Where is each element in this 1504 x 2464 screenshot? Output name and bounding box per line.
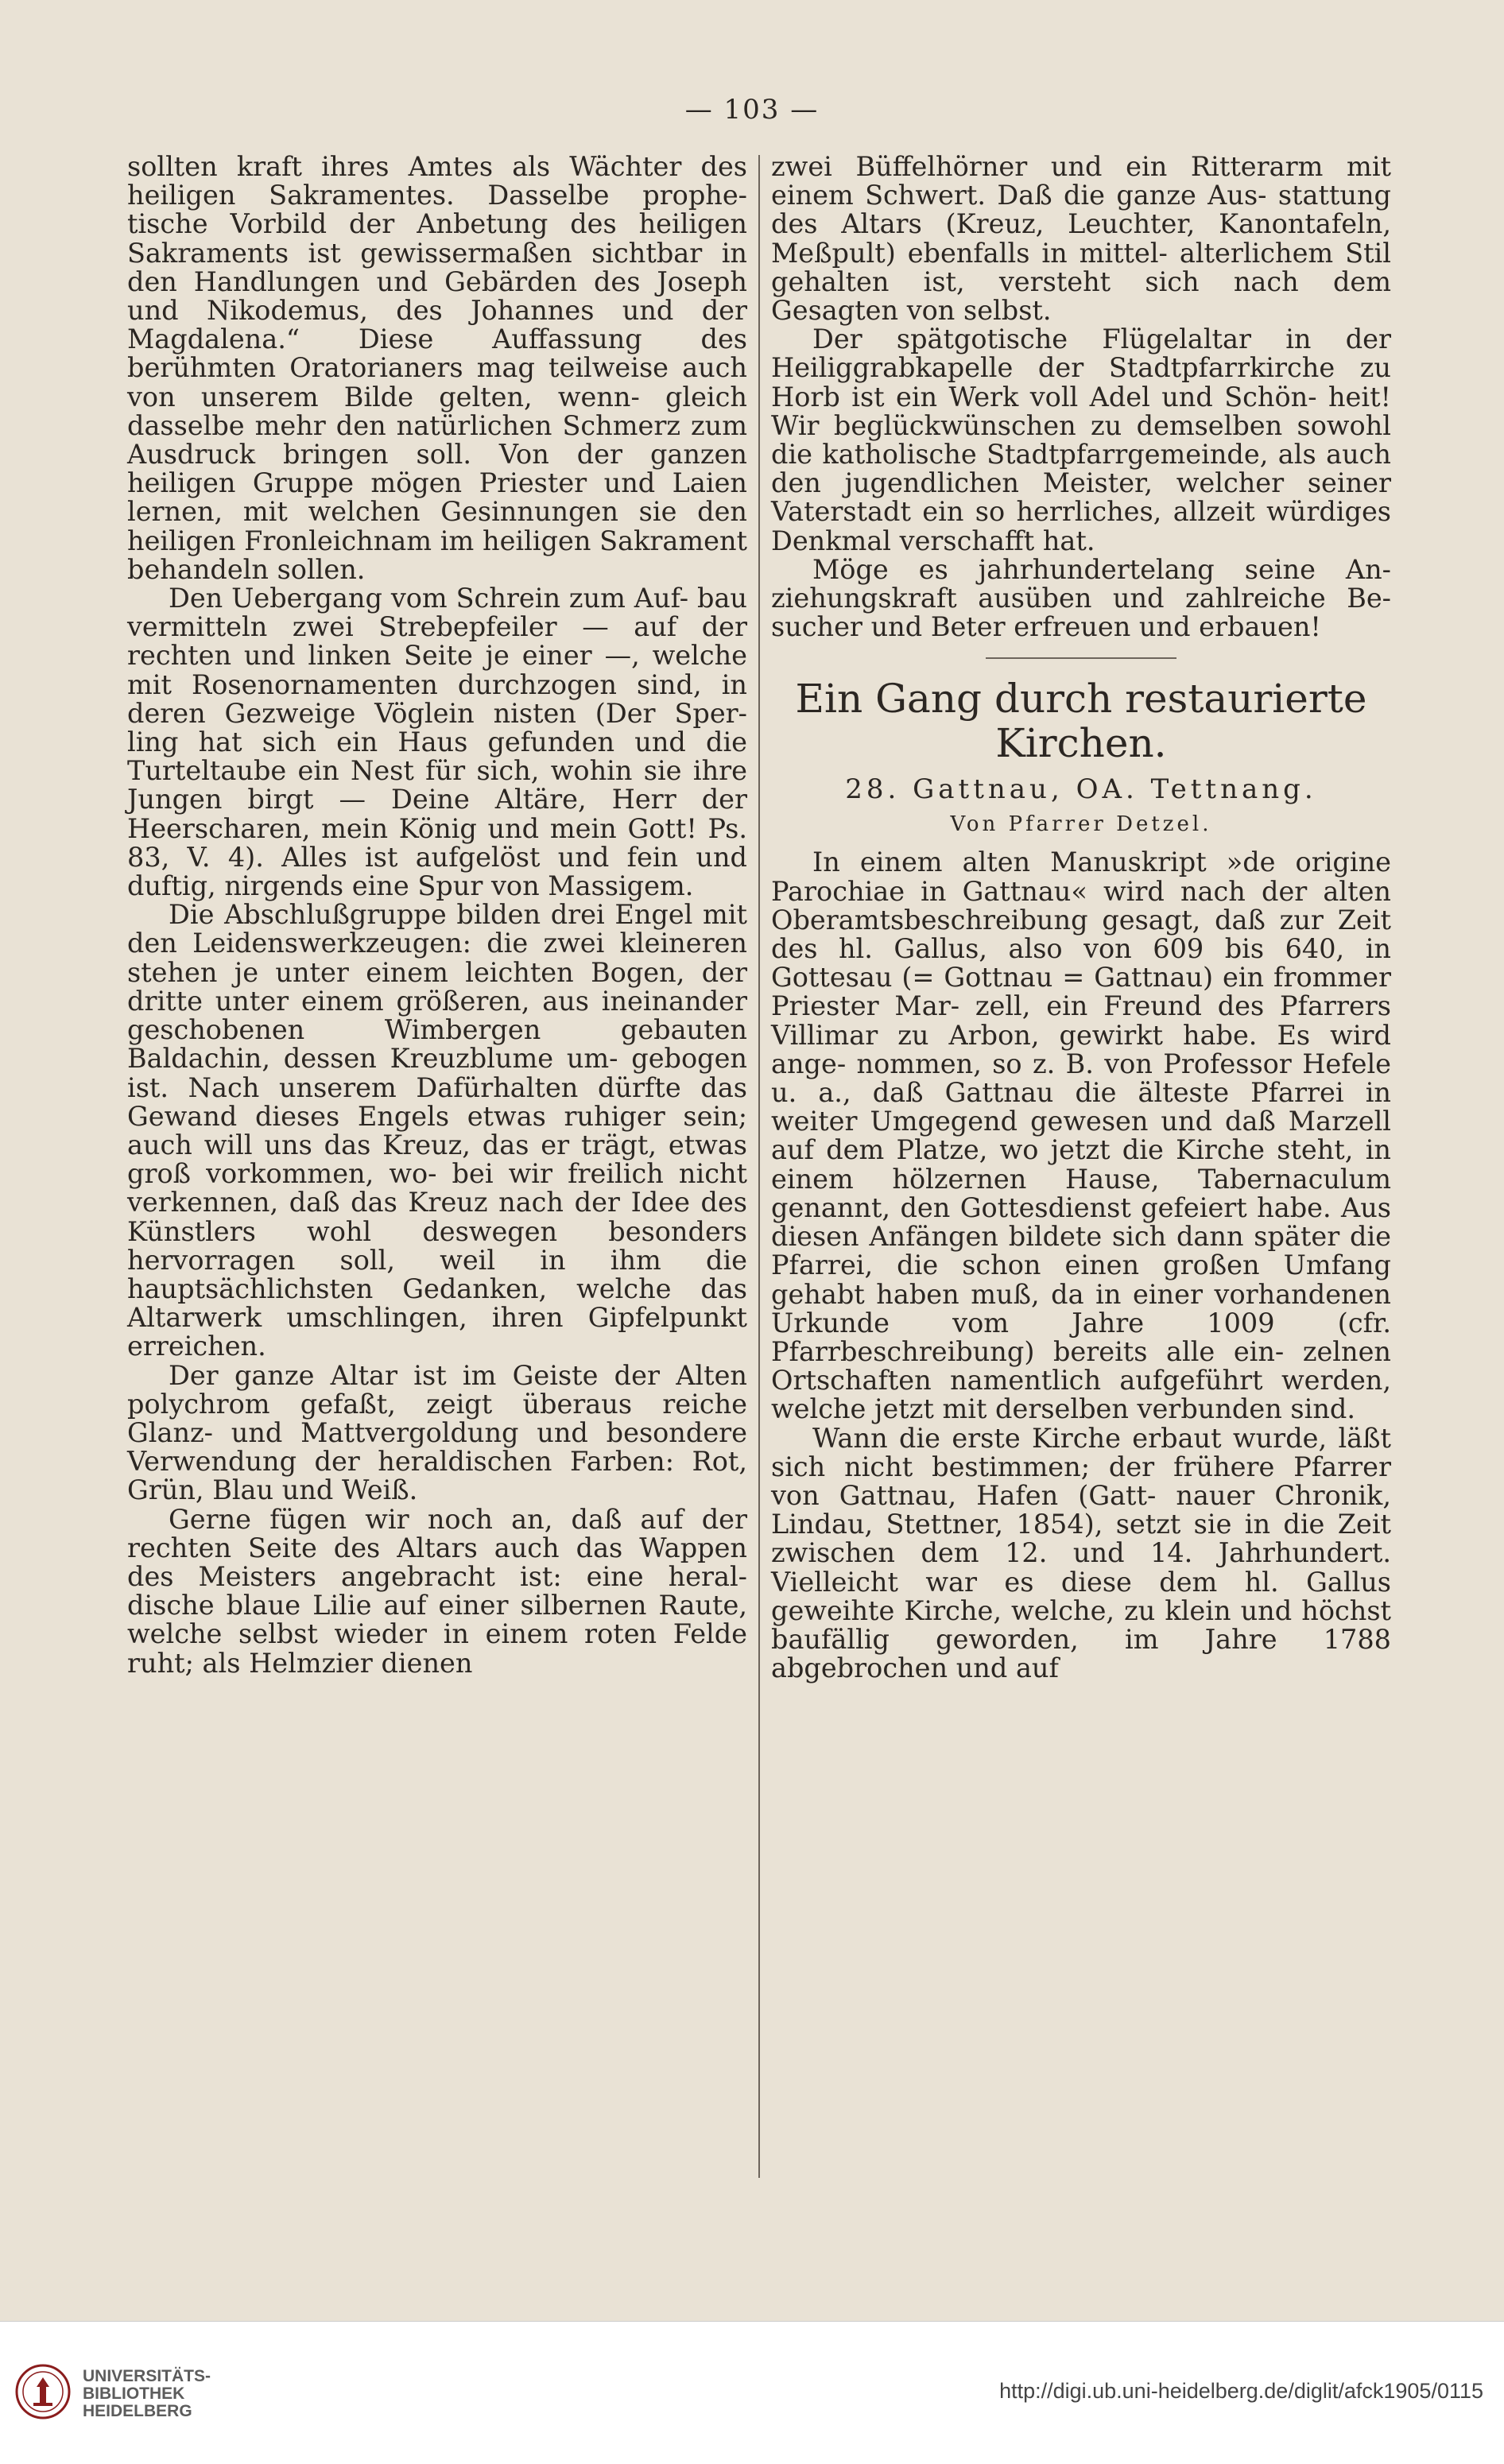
- right-paragraph-5: Wann die erste Kirche erbaut wurde, läßt sich nicht bestimmen; der frühere Pfarrer von Gattnau, Hafen (Gatt- nauer Chronik, Lindau, Stettner, 1854), setzt sie in die Zeit zwischen dem 12. und 14. Jahrhundert. Vielleicht war es diese dem hl. Gallus geweihte Kirche, welche, zu klein und höchst baufällig geworden, im Jahre 1788 abgebrochen und auf: [771, 1422, 1391, 1684]
- right-paragraph-2: Der spätgotische Flügelaltar in der Heiliggrabkapelle der Stadtpfarrkirche zu Horb ist ein Werk voll Adel und Schön- heit! Wir beglückwünschen zu demselben sowohl die katholische Stadtpfarrgemeinde, als auch den jugendlichen Meister, welcher seiner Vaterstadt ein so herrliches, allzeit würdiges Denkmal verschafft hat.: [771, 323, 1391, 556]
- library-line-3: HEIDELBERG: [83, 2402, 192, 2420]
- page-number: — 103 —: [684, 94, 820, 126]
- library-line-2: BIBLIOTHEK: [83, 2385, 185, 2403]
- left-paragraph-5: Gerne fügen wir noch an, daß auf der rechten Seite des Altars auch das Wappen des Meisters angebracht ist: eine heral- dische blaue Lilie auf einer silbernen Raute, welche selbst wieder in einem roten Felde ruht; als Helmzier dienen: [127, 1503, 747, 1679]
- left-paragraph-4: Der ganze Altar ist im Geiste der Alten polychrom gefaßt, zeigt überaus reiche Glanz- und Mattvergoldung und besondere Verwendung der heraldischen Farben: Rot, Grün, Blau und Weiß.: [127, 1359, 747, 1506]
- left-column: [127, 153, 747, 1678]
- article-author: Von Pfarrer Detzel.: [950, 812, 1212, 837]
- left-paragraph-3: Die Abschlußgruppe bilden drei Engel mit den Leidenswerkzeugen: die zwei kleineren stehen je unter einem leichten Bogen, der dritte unter einem größeren, aus ineinander geschobenen Wimbergen gebauten Baldachin, dessen Kreuzblume um- gebogen ist. Nach unserem Dafürhalten dürfte das Gewand dieses Engels etwas ruhiger sein; auch will uns das Kreuz, das er trägt, etwas groß vorkommen, wo- bei wir freilich nicht verkennen, daß das Kreuz nach der Idee des Künstlers wohl deswegen besonders hervorragen soll, weil in ihm die hauptsächlichsten Gedanken, welche das Altarwerk umschlingen, ihren Gipfelpunkt erreichen.: [127, 899, 747, 1362]
- right-paragraph-4: In einem alten Manuskript »de origine Parochiae in Gattnau« wird nach der alten Oberamtsbeschreibung gesagt, daß zur Zeit des hl. Gallus, also von 609 bis 640, in Gottesau (= Gottnau = Gattnau) ein frommer Priester Mar- zell, ein Freund des Pfarrers Villimar zu Arbon, gewirkt habe. Es wird ange- nommen, so z. B. von Professor Hefele u. a., daß Gattnau die älteste Pfarrei in weiter Umgegend gewesen und daß Marzell auf dem Platze, wo jetzt die Kirche steht, in einem hölzernen Hause, Tabernaculum genannt, den Gottesdienst gefeiert habe. Aus diesen Anfängen bildete sich dann später die Pfarrei, die schon einen großen Umfang gehabt haben muß, da in einer vorhandenen Urkunde vom Jahre 1009 (cfr. Pfarrbeschreibung) bereits alle ein- zelnen Ortschaften namentlich aufgeführt werden, welche jetzt mit derselben verbunden sind.: [771, 847, 1391, 1425]
- footer-url-link[interactable]: http://digi.ub.uni-heidelberg.de/diglit/afck1905/0115: [999, 2379, 1483, 2403]
- right-column: [771, 153, 1391, 1683]
- right-paragraph-1: zwei Büffelhörner und ein Ritterarm mit einem Schwert. Daß die ganze Aus- stattung des Altars (Kreuz, Leuchter, Kanontafeln, Meßpult) ebenfalls in mittel- alterlichem Stil gehalten ist, versteht sich nach dem Gesagten von selbst.: [771, 151, 1391, 327]
- section-rule: [986, 657, 1176, 659]
- university-seal-icon: [14, 2363, 72, 2420]
- library-line-1: UNIVERSITÄTS-: [83, 2367, 211, 2385]
- library-name: [83, 2368, 211, 2420]
- digitization-footer: [0, 2321, 1504, 2464]
- column-divider: [758, 155, 760, 2178]
- article-title: Ein Gang durch restaurierte Kirchen.: [795, 676, 1367, 767]
- article-subtitle: 28. Gattnau, OA. Tettnang.: [845, 773, 1317, 806]
- left-paragraph-2: Den Uebergang vom Schrein zum Auf- bau vermitteln zwei Strebepfeiler — auf der rechten und linken Seite je einer —, welche mit Rosenornamenten durchzogen sind, in deren Gezweige Vöglein nisten (Der Sper- ling hat sich ein Haus gefunden und die Turteltaube ein Nest für sich, wohin sie ihre Jungen birgt — Deine Altäre, Herr der Heerscharen, mein König und mein Gott! Ps. 83, V. 4). Alles ist aufgelöst und fein und duftig, nirgends eine Spur von Massigem.: [127, 583, 747, 902]
- right-paragraph-3: Möge es jahrhundertelang seine An- ziehungskraft ausüben und zahlreiche Be- sucher und Beter erfreuen und erbauen!: [771, 553, 1391, 643]
- left-paragraph-1: sollten kraft ihres Amtes als Wächter des heiligen Sakramentes. Dasselbe prophe- tische Vorbild der Anbetung des heiligen Sakraments ist gewissermaßen sichtbar in den Handlungen und Gebärden des Joseph und Nikodemus, des Johannes und der Magdalena.“ Diese Auffassung des berühmten Oratorianers mag teilweise auch von unserem Bilde gelten, wenn- gleich dasselbe mehr den natürlichen Schmerz zum Ausdruck bringen soll. Von der ganzen heiligen Gruppe mögen Priester und Laien lernen, mit welchen Gesinnungen sie den heiligen Fronleichnam im heiligen Sakrament behandeln sollen.: [127, 151, 747, 585]
